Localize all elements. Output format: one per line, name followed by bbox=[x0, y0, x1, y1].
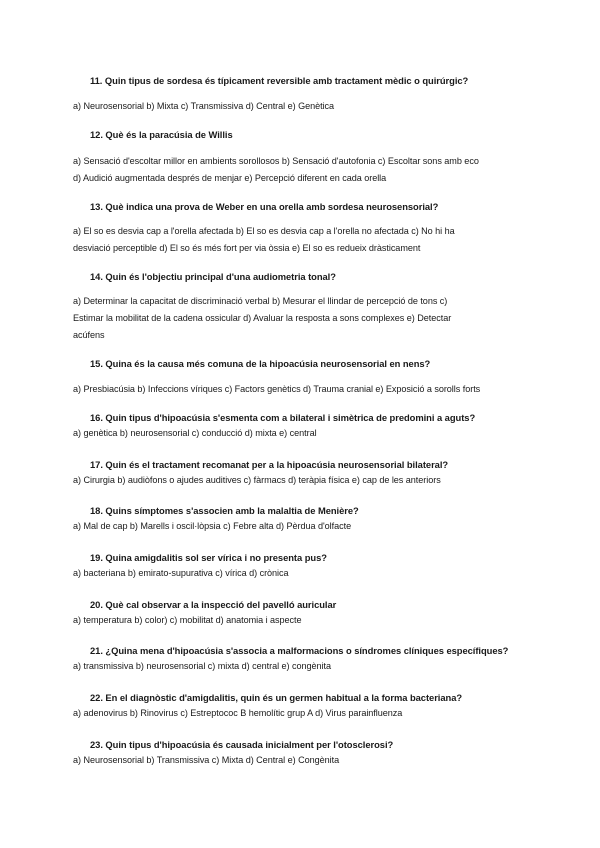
answer-line: a) transmissiva b) neurosensorial c) mixta d) central e) congènita bbox=[73, 661, 331, 671]
answer-options bbox=[73, 153, 533, 187]
question-title: 22. En el diagnòstic d'amigdalitis, quin és un germen habitual a la forma bacteriana? bbox=[90, 692, 463, 703]
answer-line: a) Presbiacúsia b) Infeccions víriques c) Factors genètics d) Trauma cranial e) Exposició a sorolls forts bbox=[73, 384, 481, 394]
answer-line: Estimar la mobilitat de la cadena ossicular d) Avaluar la resposta a sons complexes e) Detectar bbox=[73, 313, 452, 323]
answer-options bbox=[73, 565, 533, 582]
question-title: 16. Quin tipus d'hipoacúsia s'esmenta com a bilateral i simètrica de predomini a aguts? bbox=[90, 412, 476, 423]
answer-options bbox=[73, 472, 533, 489]
question-title: 18. Quins símptomes s'associen amb la malaltia de Menière? bbox=[90, 505, 359, 516]
answer-line: a) Sensació d'escoltar millor en ambients sorollosos b) Sensació d'autofonia c) Escoltar sons amb eco bbox=[73, 156, 479, 166]
question-title: 23. Quin tipus d'hipoacúsia és causada inicialment per l'otosclerosi? bbox=[90, 739, 394, 750]
answer-line: acúfens bbox=[73, 330, 105, 340]
answer-options bbox=[73, 612, 533, 629]
answer-line: a) Determinar la capacitat de discriminació verbal b) Mesurar el llindar de percepció de tons c) bbox=[73, 296, 448, 306]
answer-options bbox=[73, 381, 533, 398]
question-title: 12. Què és la paracúsia de Willis bbox=[90, 129, 233, 140]
answer-options bbox=[73, 223, 533, 257]
answer-options bbox=[73, 98, 533, 115]
question-title: 19. Quina amigdalitis sol ser vírica i no presenta pus? bbox=[90, 552, 327, 563]
answer-line: d) Audició augmentada després de menjar e) Percepció diferent en cada orella bbox=[73, 173, 387, 183]
answer-line: a) Mal de cap b) Marells i oscil·lòpsia c) Febre alta d) Pèrdua d'olfacte bbox=[73, 521, 352, 531]
question-title: 15. Quina és la causa més comuna de la hipoacúsia neurosensorial en nens? bbox=[90, 358, 431, 369]
question-title: 21. ¿Quina mena d'hipoacúsia s'associa a malformacions o síndromes clíniques específiques? bbox=[90, 645, 509, 656]
answer-options bbox=[73, 293, 533, 344]
question-title: 11. Quin tipus de sordesa és típicament reversible amb tractament mèdic o quirúrgic? bbox=[90, 75, 469, 86]
answer-line: a) Neurosensorial b) Transmissiva c) Mixta d) Central e) Congènita bbox=[73, 755, 340, 765]
answer-options bbox=[73, 425, 533, 442]
answer-line: a) El so es desvia cap a l'orella afectada b) El so es desvia cap a l'orella no afectada c) No hi ha bbox=[73, 226, 455, 236]
question-title: 13. Què indica una prova de Weber en una orella amb sordesa neurosensorial? bbox=[90, 201, 439, 212]
answer-line: a) bacteriana b) emirato-supurativa c) vírica d) crònica bbox=[73, 568, 289, 578]
question-title: 20. Què cal observar a la inspecció del pavelló auricular bbox=[90, 599, 337, 610]
answer-options bbox=[73, 705, 533, 722]
answer-line: a) temperatura b) color) c) mobilitat d) anatomia i aspecte bbox=[73, 615, 302, 625]
answer-options bbox=[73, 518, 533, 535]
answer-line: a) Neurosensorial b) Mixta c) Transmissiva d) Central e) Genètica bbox=[73, 101, 335, 111]
question-title: 17. Quin és el tractament recomanat per a la hipoacúsia neurosensorial bilateral? bbox=[90, 459, 449, 470]
answer-line: a) genètica b) neurosensorial c) conducció d) mixta e) central bbox=[73, 428, 317, 438]
answer-options bbox=[73, 658, 533, 675]
answer-options bbox=[73, 752, 533, 769]
answer-line: a) adenovirus b) Rinovirus c) Estreptococ B hemolític grup A d) Virus parainfluenza bbox=[73, 708, 403, 718]
question-title: 14. Quin és l'objectiu principal d'una audiometria tonal? bbox=[90, 271, 336, 282]
answer-line: a) Cirurgia b) audiòfons o ajudes auditives c) fàrmacs d) teràpia física e) cap de les anteriors bbox=[73, 475, 441, 485]
answer-line: desviació perceptible d) El so és més fort per via òssia e) El so es redueix dràsticament bbox=[73, 243, 421, 253]
